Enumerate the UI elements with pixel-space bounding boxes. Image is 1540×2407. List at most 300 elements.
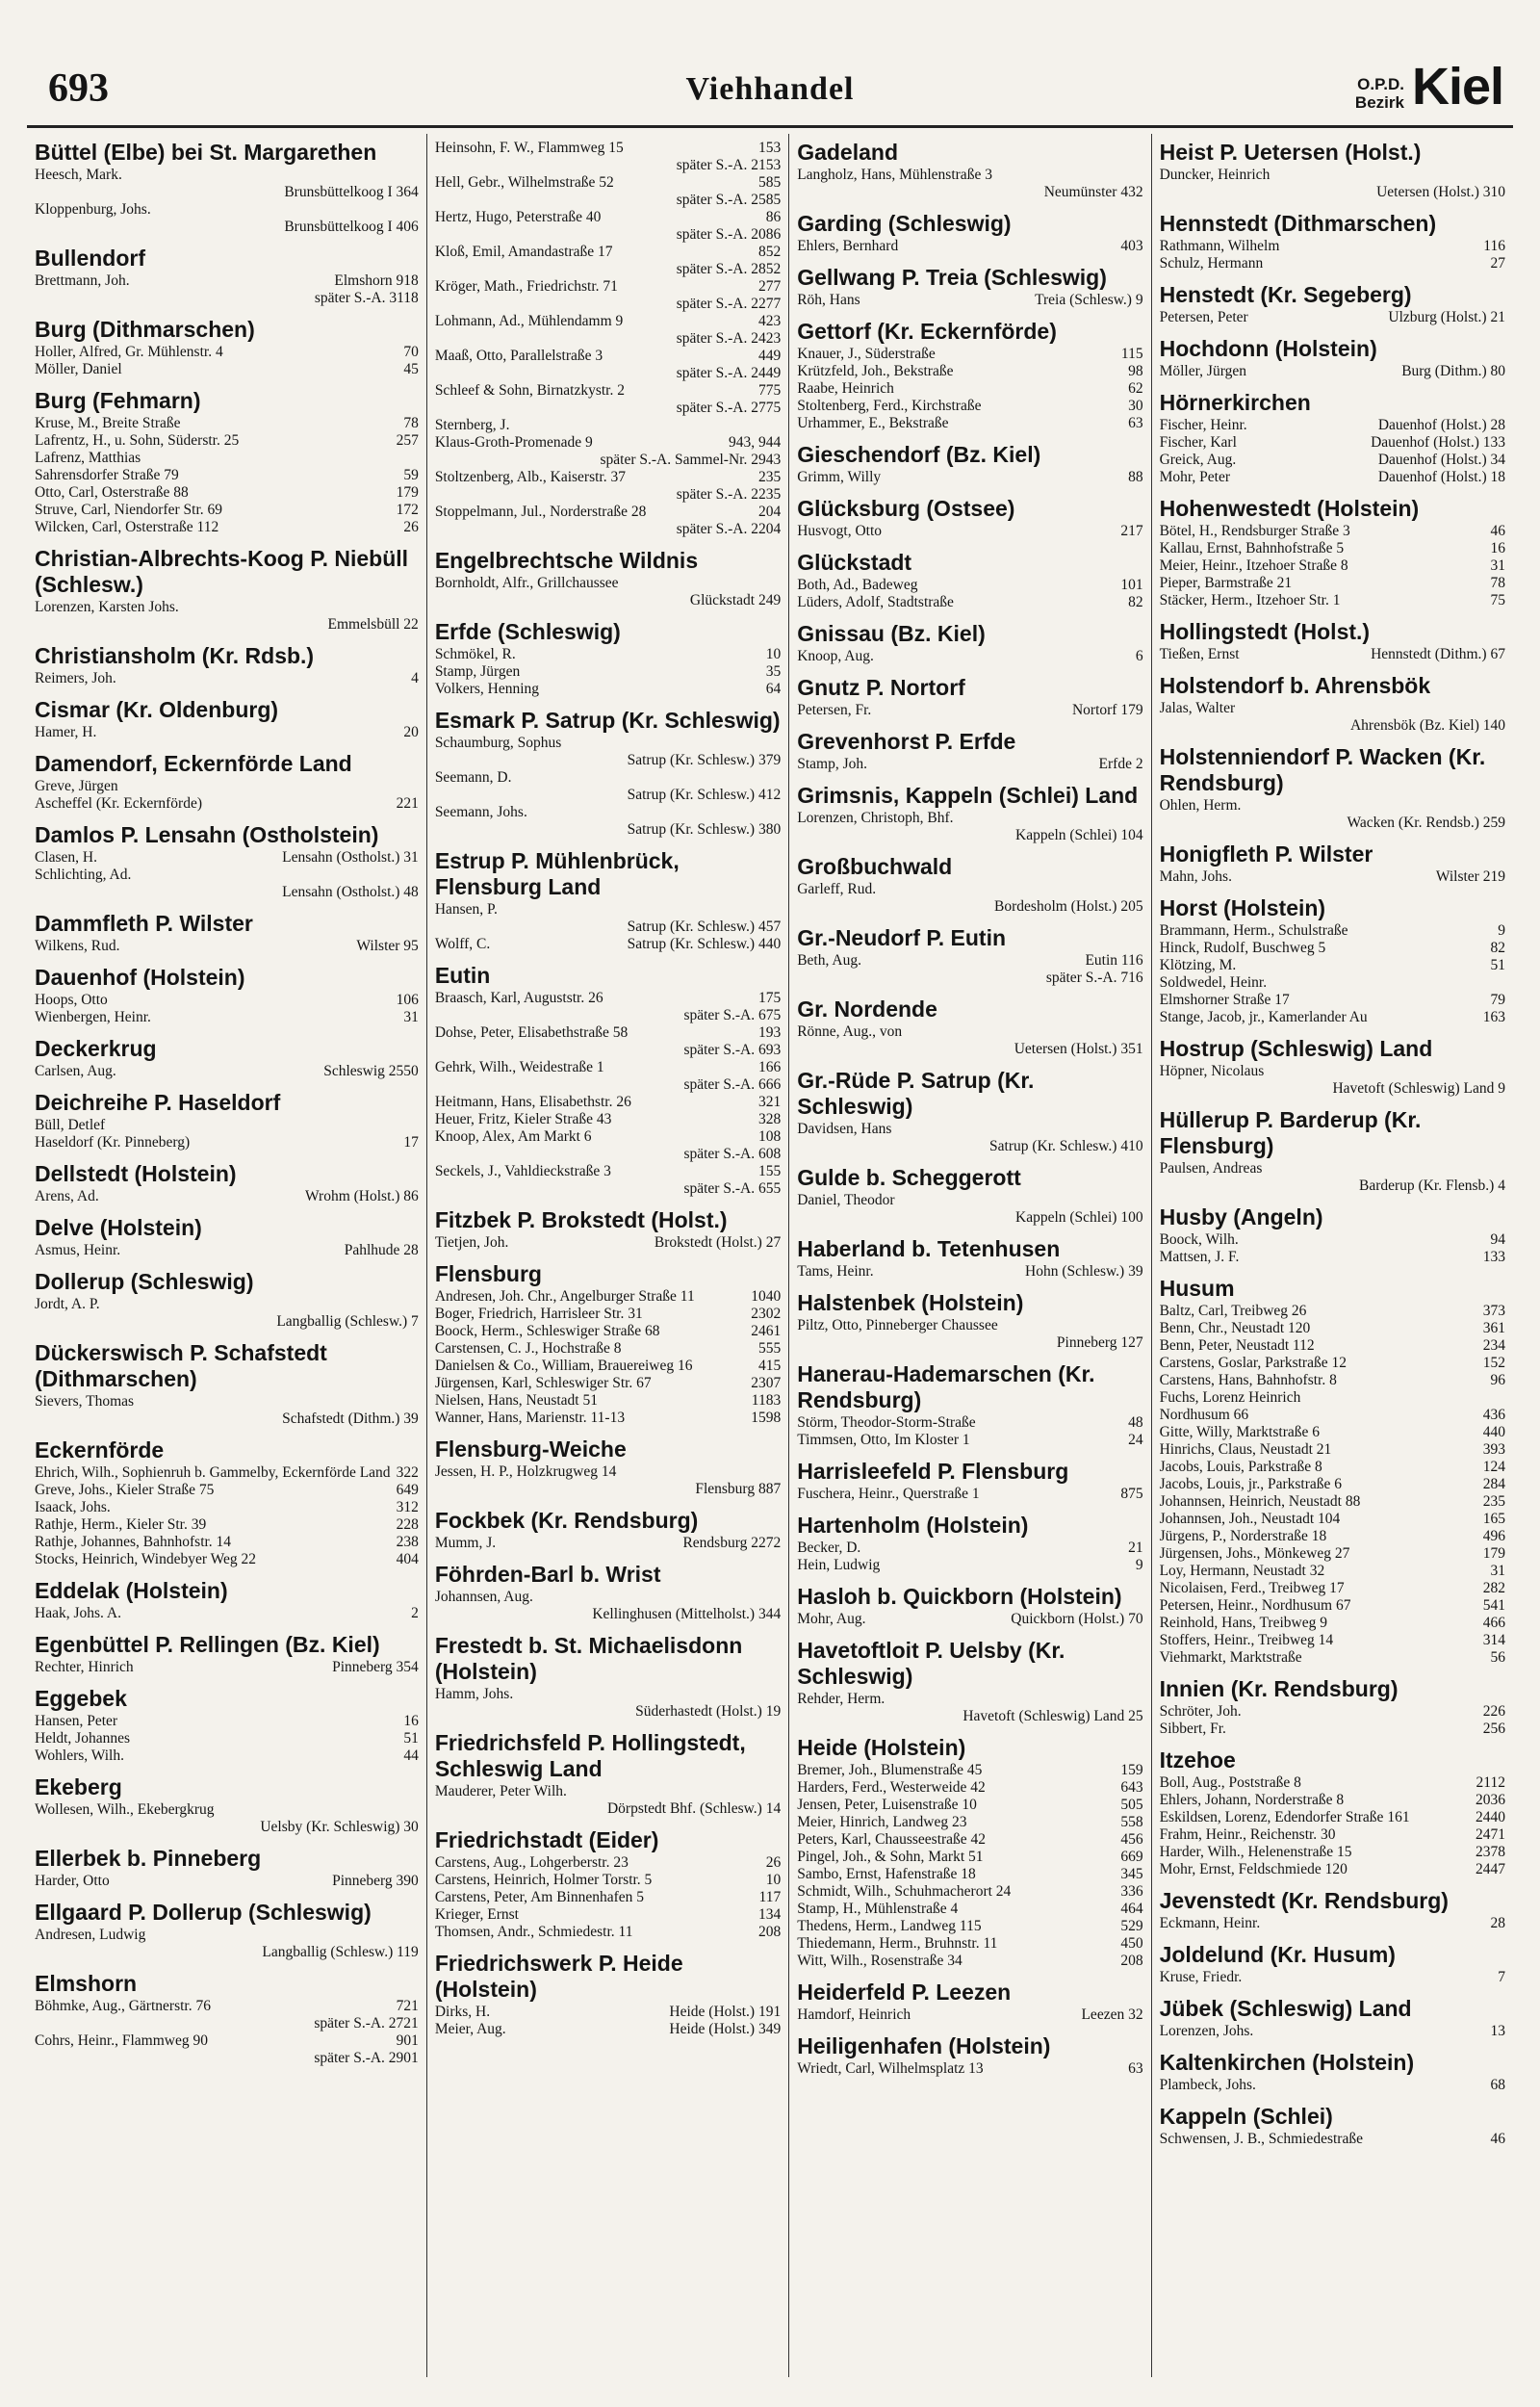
phone-detail: Wilster 219 <box>1435 868 1505 885</box>
dealer-name: Stoffers, Heinr., Treibweg 14 <box>1159 1632 1334 1648</box>
dealer-entry <box>35 361 419 378</box>
phone-detail: Süderhastedt (Holst.) 19 <box>635 1703 782 1720</box>
phone-detail: Burg (Dithm.) 80 <box>1401 363 1505 379</box>
dealer-entry <box>435 1854 781 1872</box>
opd-line: O.P.D. <box>1357 75 1404 93</box>
dealer-entry <box>435 1076 781 1094</box>
dealer-entry <box>35 1730 419 1747</box>
dealer-name: Wriedt, Carl, Wilhelmsplatz 13 <box>797 2060 984 2077</box>
phone-detail: Leezen 32 <box>1081 2006 1143 2023</box>
phone-detail: Havetoft (Schleswig) Land 9 <box>1332 1080 1505 1097</box>
place-heading: Heiligenhafen (Holstein) <box>797 2033 1051 2058</box>
dealer-name: Schaumburg, Sophus <box>434 735 562 751</box>
phone-detail: 643 <box>1120 1779 1143 1796</box>
dealer-name: Boock, Herm., Schleswiger Straße 68 <box>434 1323 660 1339</box>
dealer-entry <box>435 1059 781 1076</box>
phone-detail: 56 <box>1490 1649 1505 1666</box>
dealer-entry <box>1160 1721 1505 1738</box>
phone-detail: Kellinghusen (Mittelholst.) 344 <box>592 1606 782 1622</box>
dealer-name: Grimm, Willy <box>797 469 882 485</box>
phone-detail: 314 <box>1482 1632 1505 1648</box>
dealer-name: Sambo, Ernst, Hafenstraße 18 <box>797 1866 976 1882</box>
place-section <box>797 996 1142 1058</box>
place-section <box>435 963 781 1198</box>
phone-detail: 62 <box>1128 380 1143 397</box>
phone-detail: 45 <box>403 361 419 377</box>
phone-detail: 64 <box>765 681 782 697</box>
place-section <box>35 317 419 378</box>
phone-detail: 7 <box>1498 1969 1505 1985</box>
phone-detail: später S.-A. 2585 <box>676 192 782 208</box>
dealer-entry <box>35 1605 419 1622</box>
dealer-entry <box>435 1146 781 1163</box>
dealer-entry <box>435 192 781 209</box>
phone-detail: 228 <box>396 1516 419 1533</box>
dealer-name: Jacobs, Louis, Parkstraße 8 <box>1159 1459 1322 1475</box>
place-section <box>35 1632 419 1676</box>
phone-detail: 257 <box>396 432 419 449</box>
phone-detail: Havetoft (Schleswig) Land 25 <box>962 1708 1143 1724</box>
place-heading: Delve (Holstein) <box>35 1215 202 1240</box>
dealer-name: Boll, Aug., Poststraße 8 <box>1159 1774 1301 1791</box>
dealer-name: Gehrk, Wilh., Weidestraße 1 <box>434 1059 604 1075</box>
dealer-entry <box>435 226 781 244</box>
phone-detail: Eutin 116 <box>1085 952 1143 969</box>
place-heading: Egenbüttel P. Rellingen (Bz. Kiel) <box>35 1632 380 1657</box>
dealer-entry <box>435 575 781 592</box>
dealer-entry <box>797 1849 1142 1866</box>
dealer-entry <box>435 1094 781 1111</box>
place-heading: Ellerbek b. Pinneberg <box>35 1846 262 1871</box>
dealer-entry <box>435 1783 781 1800</box>
place-section <box>1160 1747 1505 1878</box>
dealer-entry <box>1160 1231 1505 1249</box>
phone-detail: später S.-A. 2235 <box>676 486 782 503</box>
dealer-entry <box>1160 1337 1505 1355</box>
place-heading: Heist P. Uetersen (Holst.) <box>1159 140 1422 165</box>
phone-detail: 2440 <box>1475 1809 1505 1825</box>
place-heading: Hochdonn (Holstein) <box>1159 336 1377 361</box>
place-heading: Glückstadt <box>797 550 912 575</box>
dealer-name: Harder, Otto <box>35 1873 110 1889</box>
phone-detail: 70 <box>403 344 419 360</box>
dealer-name: Loy, Hermann, Neustadt 32 <box>1159 1563 1325 1579</box>
place-heading: Gettorf (Kr. Eckernförde) <box>797 319 1057 344</box>
dealer-name: Thomsen, Andr., Schmiedestr. 11 <box>434 1924 633 1940</box>
phone-detail: 124 <box>1482 1459 1505 1475</box>
place-heading: Burg (Fehmarn) <box>35 388 201 413</box>
dealer-entry <box>797 1414 1142 1432</box>
dealer-name: Seckels, J., Vahldieckstraße 3 <box>434 1163 611 1179</box>
dealer-entry <box>1160 717 1505 735</box>
phone-detail: 321 <box>757 1094 782 1110</box>
dealer-entry <box>35 344 419 361</box>
place-heading: Holstenniendorf P. Wacken (Kr. Rendsburg) <box>1159 744 1486 795</box>
dealer-name: Hertz, Hugo, Peterstraße 40 <box>434 209 602 225</box>
dealer-name: Tietjen, Joh. <box>434 1234 509 1251</box>
place-section <box>1160 1676 1505 1738</box>
place-section <box>1160 390 1505 486</box>
phone-detail: 322 <box>396 1464 419 1481</box>
place-heading: Dollerup (Schleswig) <box>35 1269 254 1294</box>
dealer-name: Kruse, M., Breite Straße <box>35 415 181 431</box>
place-section <box>797 925 1142 987</box>
dealer-entry <box>1160 1528 1505 1545</box>
dealer-entry <box>35 1482 419 1499</box>
dealer-entry <box>435 1128 781 1146</box>
place-heading: Hollingstedt (Holst.) <box>1159 619 1371 644</box>
place-section <box>35 1437 419 1568</box>
dealer-entry <box>797 1691 1142 1708</box>
dealer-entry <box>435 400 781 417</box>
dealer-entry <box>1160 1493 1505 1511</box>
dealer-name: Andresen, Joh. Chr., Angelburger Straße 11 <box>434 1288 695 1305</box>
place-heading: Ellgaard P. Dollerup (Schleswig) <box>35 1900 372 1925</box>
dealer-entry <box>35 1534 419 1551</box>
phone-detail: 234 <box>1482 1337 1505 1354</box>
phone-detail: später S.-A. 2423 <box>676 330 782 347</box>
dealer-entry <box>797 898 1142 916</box>
dealer-entry <box>797 970 1142 987</box>
dealer-name: Stamp, Jürgen <box>434 663 521 680</box>
phone-detail: 875 <box>1120 1486 1143 1502</box>
place-section <box>35 1971 419 2067</box>
dealer-name: Kruse, Friedr. <box>1159 1969 1243 1985</box>
dealer-entry <box>435 787 781 804</box>
dealer-entry <box>1160 2131 1505 2148</box>
phone-detail: später S.-A. Sammel-Nr. 2943 <box>600 452 782 468</box>
dealer-name: Davidsen, Hans <box>797 1121 892 1137</box>
phone-detail: 9 <box>1498 922 1505 939</box>
dealer-entry <box>1160 238 1505 255</box>
phone-detail: 163 <box>1482 1009 1505 1025</box>
phone-detail: 4 <box>411 670 419 686</box>
dealer-entry <box>435 1906 781 1924</box>
dealer-entry <box>797 810 1142 827</box>
phone-detail: 27 <box>1490 255 1505 272</box>
phone-detail: 235 <box>757 469 782 485</box>
dealer-entry <box>435 646 781 663</box>
place-section <box>797 1361 1142 1449</box>
dealer-entry <box>35 867 419 884</box>
phone-detail: später S.-A. 2901 <box>314 2050 419 2066</box>
dealer-entry <box>435 735 781 752</box>
dealer-entry <box>35 290 419 307</box>
dealer-entry <box>797 1209 1142 1227</box>
dealer-entry <box>1160 1009 1505 1026</box>
dealer-entry <box>435 990 781 1007</box>
phone-detail: Brokstedt (Holst.) 27 <box>654 1234 782 1251</box>
dealer-entry <box>797 1918 1142 1935</box>
place-heading: Christian-Albrechts-Koog P. Niebüll (Schlesw.) <box>35 546 409 597</box>
place-section <box>797 621 1142 665</box>
dealer-entry <box>797 1797 1142 1814</box>
dealer-entry <box>35 450 419 467</box>
dealer-name: Lafrenz, Matthias <box>35 450 141 466</box>
dealer-entry <box>35 1393 419 1411</box>
phone-detail: 26 <box>765 1854 782 1871</box>
dealer-name: Asmus, Heinr. <box>35 1242 121 1258</box>
dealer-entry <box>35 519 419 536</box>
dealer-name: Heesch, Mark. <box>35 167 122 183</box>
phone-detail: 51 <box>1490 957 1505 973</box>
dealer-entry <box>435 452 781 469</box>
dealer-name: Böhmke, Aug., Gärtnerstr. 76 <box>35 1998 211 2014</box>
place-heading: Gellwang P. Treia (Schleswig) <box>797 265 1107 290</box>
dealer-entry <box>35 432 419 450</box>
place-heading: Büttel (Elbe) bei St. Margarethen <box>35 140 377 165</box>
place-section <box>35 1578 419 1622</box>
page-header <box>27 58 1513 128</box>
place-heading: Damlos P. Lensahn (Ostholstein) <box>35 822 379 847</box>
dealer-entry <box>435 1703 781 1721</box>
place-section <box>35 751 419 813</box>
phone-detail: Kappeln (Schlei) 104 <box>1015 827 1143 843</box>
dealer-entry <box>1160 1511 1505 1528</box>
place-heading: Gnissau (Bz. Kiel) <box>797 621 986 646</box>
dealer-name: Langholz, Hans, Mühlenstraße 3 <box>797 167 992 183</box>
phone-detail: 2461 <box>751 1323 782 1339</box>
dealer-name: Lorenzen, Christoph, Bhf. <box>797 810 954 826</box>
phone-detail: 466 <box>1482 1615 1505 1631</box>
dealer-name: Hansen, P. <box>434 901 498 918</box>
phone-detail: 256 <box>1482 1721 1505 1737</box>
dealer-entry <box>435 1686 781 1703</box>
phone-detail: Dauenhof (Holst.) 28 <box>1377 417 1505 433</box>
phone-detail: später S.-A. 2775 <box>676 400 782 416</box>
dealer-entry <box>797 827 1142 844</box>
dealer-name: Seemann, D. <box>434 769 512 786</box>
dealer-name: Petersen, Peter <box>1159 309 1248 325</box>
dealer-name: Both, Ad., Badeweg <box>797 577 918 593</box>
place-section <box>1160 673 1505 735</box>
dealer-entry <box>435 382 781 400</box>
dealer-name: Soldwedel, Heinr. <box>1159 974 1268 991</box>
dealer-entry <box>797 1334 1142 1352</box>
place-section <box>35 1774 419 1836</box>
place-heading: Kaltenkirchen (Holstein) <box>1159 2050 1415 2075</box>
phone-detail: 2307 <box>751 1375 782 1391</box>
phone-detail: Satrup (Kr. Schlesw.) 440 <box>627 936 782 952</box>
phone-detail: 2036 <box>1475 1792 1505 1808</box>
phone-detail: 464 <box>1120 1901 1143 1917</box>
dealer-entry <box>35 484 419 502</box>
phone-detail: 117 <box>758 1889 782 1905</box>
phone-detail: 78 <box>403 415 419 431</box>
dealer-entry <box>797 1901 1142 1918</box>
dealer-name: Isaack, Johs. <box>35 1499 111 1515</box>
dealer-entry <box>35 1927 419 1944</box>
place-heading: Holstendorf b. Ahrensbök <box>1159 673 1431 698</box>
dealer-entry <box>435 330 781 348</box>
dealer-entry <box>35 1747 419 1765</box>
dealer-name: Heitmann, Hans, Elisabethstr. 26 <box>434 1094 631 1110</box>
dealer-name: Mohr, Aug. <box>797 1611 866 1627</box>
dealer-entry <box>1160 1389 1505 1407</box>
dealer-name: Schmökel, R. <box>434 646 516 662</box>
dealer-name: Jürgensen, Johs., Mönkeweg 27 <box>1159 1545 1350 1562</box>
place-section <box>435 1207 781 1252</box>
dealer-entry <box>35 1188 419 1205</box>
dealer-name: Boger, Friedrich, Harrisleer Str. 31 <box>434 1306 643 1322</box>
dealer-entry <box>435 1392 781 1410</box>
dealer-name: Ohlen, Herm. <box>1159 797 1242 814</box>
dealer-name: Piltz, Otto, Pinneberger Chaussee <box>797 1317 998 1333</box>
dealer-name: Witt, Wilh., Rosenstraße 34 <box>797 1953 962 1969</box>
dealer-entry <box>797 1432 1142 1449</box>
dealer-entry <box>1160 167 1505 184</box>
phone-detail: 152 <box>1482 1355 1505 1371</box>
dealer-name: Lorenzen, Johs. <box>1159 2023 1254 2039</box>
phone-detail: 48 <box>1128 1414 1143 1431</box>
dealer-name: Tießen, Ernst <box>1159 646 1240 662</box>
dealer-entry <box>435 752 781 769</box>
dealer-entry <box>1160 434 1505 452</box>
phone-detail: 155 <box>757 1163 782 1179</box>
dealer-entry <box>1160 417 1505 434</box>
phone-detail: 31 <box>1490 557 1505 574</box>
column-1 <box>27 134 426 2377</box>
dealer-name: Harders, Ferd., Westerweide 42 <box>797 1779 986 1796</box>
place-section <box>1160 1204 1505 1266</box>
dealer-name: Hinrichs, Claus, Neustadt 21 <box>1159 1441 1332 1458</box>
dealer-entry <box>797 184 1142 201</box>
phone-detail: 217 <box>1120 523 1143 539</box>
place-section <box>35 1036 419 1080</box>
place-section <box>35 1900 419 1961</box>
phone-detail: 44 <box>403 1747 419 1764</box>
dealer-name: Meier, Hinrich, Landweg 23 <box>797 1814 967 1830</box>
phone-detail: 529 <box>1120 1918 1143 1934</box>
dealer-name: Paulsen, Andreas <box>1159 1160 1263 1177</box>
place-heading: Harrisleefeld P. Flensburg <box>797 1459 1069 1484</box>
dealer-name: Kloß, Emil, Amandastraße 17 <box>434 244 613 260</box>
phone-detail: 669 <box>1120 1849 1143 1865</box>
phone-detail: 108 <box>757 1128 782 1145</box>
dealer-name: Lafrentz, H., u. Sohn, Süderstr. 25 <box>35 432 240 449</box>
page-number: 693 <box>48 66 109 111</box>
dealer-entry <box>35 1516 419 1534</box>
dealer-entry <box>797 1317 1142 1334</box>
phone-detail: 134 <box>757 1906 782 1923</box>
dealer-name: Pingel, Joh., & Sohn, Markt 51 <box>797 1849 984 1865</box>
place-section <box>435 140 781 538</box>
phone-detail: später S.-A. 2153 <box>676 157 782 173</box>
place-heading: Joldelund (Kr. Husum) <box>1159 1942 1396 1967</box>
phone-detail: Wacken (Kr. Rendsb.) 259 <box>1347 815 1505 831</box>
phone-detail: später S.-A. 716 <box>1045 970 1143 986</box>
phone-detail: 179 <box>1482 1545 1505 1562</box>
place-heading: Fitzbek P. Brokstedt (Holst.) <box>434 1207 728 1232</box>
place-heading: Cismar (Kr. Oldenburg) <box>35 697 279 722</box>
dealer-entry <box>35 1134 419 1152</box>
dealer-entry <box>35 1998 419 2015</box>
dealer-entry <box>1160 1632 1505 1649</box>
dealer-name: Wienbergen, Heinr. <box>35 1009 151 1025</box>
dealer-name: Kröger, Math., Friedrichstr. 71 <box>434 278 618 295</box>
place-heading: Frestedt b. St. Michaelisdonn (Holstein) <box>434 1633 743 1684</box>
phone-detail: 16 <box>1490 540 1505 556</box>
dealer-entry <box>797 1041 1142 1058</box>
dealer-entry <box>35 1296 419 1313</box>
dealer-entry <box>797 1866 1142 1883</box>
phone-detail: Wrohm (Holst.) 86 <box>305 1188 419 1204</box>
dealer-name: Bötel, H., Rendsburger Straße 3 <box>1159 523 1350 539</box>
dealer-entry <box>35 1063 419 1080</box>
dealer-name: Heldt, Johannes <box>35 1730 131 1747</box>
dealer-entry <box>35 219 419 236</box>
place-section <box>435 1508 781 1552</box>
dealer-entry <box>435 261 781 278</box>
dealer-entry <box>35 1313 419 1331</box>
place-heading: Havetoftloit P. Uelsby (Kr. Schleswig) <box>797 1638 1065 1689</box>
dealer-entry <box>435 1606 781 1623</box>
dealer-name: Petersen, Fr. <box>797 702 872 718</box>
dealer-name: Johannsen, Joh., Neustadt 104 <box>1159 1511 1341 1527</box>
place-heading: Hartenholm (Holstein) <box>797 1513 1029 1538</box>
dealer-name: Lüders, Adolf, Stadtstraße <box>797 594 954 610</box>
dealer-entry <box>797 756 1142 773</box>
dealer-entry <box>35 2032 419 2050</box>
place-section <box>1160 841 1505 886</box>
place-heading: Hüllerup P. Barderup (Kr. Flensburg) <box>1159 1107 1422 1158</box>
place-section <box>1160 2104 1505 2148</box>
dealer-entry <box>1160 363 1505 380</box>
place-section <box>35 1215 419 1259</box>
place-heading: Gnutz P. Nortorf <box>797 675 965 700</box>
place-heading: Dellstedt (Holstein) <box>35 1161 237 1186</box>
place-heading: Deckerkrug <box>35 1036 157 1061</box>
dealer-entry <box>435 1306 781 1323</box>
place-section <box>797 2033 1142 2078</box>
dealer-entry <box>35 938 419 955</box>
dealer-name: Knoop, Alex, Am Markt 6 <box>434 1128 592 1145</box>
place-heading: Itzehoe <box>1159 1747 1236 1773</box>
place-section <box>797 1236 1142 1281</box>
place-section <box>435 1261 781 1427</box>
phone-detail: 393 <box>1482 1441 1505 1458</box>
dealer-entry <box>797 702 1142 719</box>
dealer-name: Seemann, Johs. <box>434 804 527 820</box>
phone-detail: 159 <box>1120 1762 1143 1778</box>
place-heading: Flensburg-Weiche <box>434 1436 627 1462</box>
dealer-entry <box>35 272 419 290</box>
phone-detail: 2447 <box>1475 1861 1505 1877</box>
dealer-entry <box>797 415 1142 432</box>
dealer-entry <box>1160 1441 1505 1459</box>
phone-detail: 68 <box>1490 2077 1505 2093</box>
dealer-entry <box>1160 1080 1505 1098</box>
place-section <box>1160 1942 1505 1986</box>
phone-detail: 6 <box>1135 648 1143 664</box>
dealer-name: Rathje, Herm., Kieler Str. 39 <box>35 1516 207 1533</box>
dealer-name: Knoop, Aug. <box>797 648 874 664</box>
dealer-name: Mohr, Ernst, Feldschmiede 120 <box>1159 1861 1348 1877</box>
dealer-name: Wolff, C. <box>434 936 491 952</box>
phone-detail: 179 <box>396 484 419 501</box>
dealer-entry <box>797 1263 1142 1281</box>
dealer-entry <box>1160 700 1505 717</box>
dealer-name: Volkers, Henning <box>434 681 540 697</box>
place-heading: Grimsnis, Kappeln (Schlei) Land <box>797 783 1139 808</box>
place-section <box>1160 1107 1505 1195</box>
opd-label <box>1355 75 1404 112</box>
dealer-entry <box>435 504 781 521</box>
dealer-entry <box>797 1814 1142 1831</box>
dealer-entry <box>1160 1249 1505 1266</box>
phone-detail: 361 <box>1482 1320 1505 1336</box>
phone-detail: 336 <box>1120 1883 1143 1900</box>
